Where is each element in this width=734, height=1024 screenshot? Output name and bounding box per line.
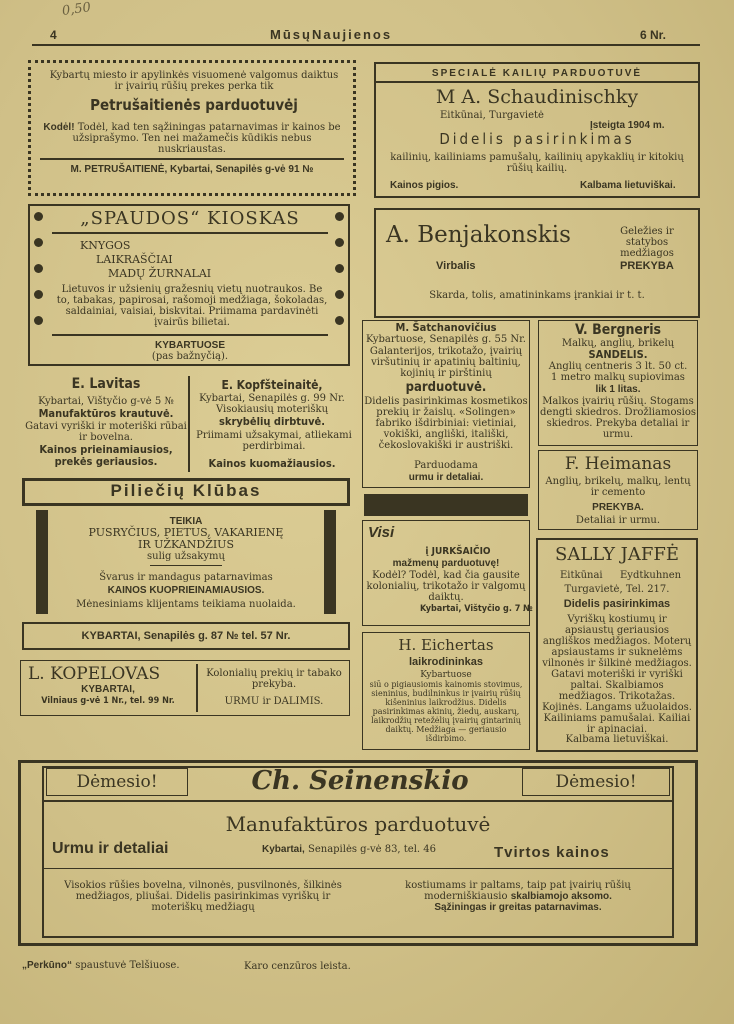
bergneris-text3: Malkos įvairių rūšių. Stogams dengti skiedros. Drožliamosios skiedros. Prekyba detaliai ir urmu. — [540, 396, 696, 440]
dot-1 — [34, 212, 43, 221]
seinenskio-prices: Tvirtos kainos — [494, 844, 610, 861]
kailiu-founded: Įsteigta 1904 m. — [590, 120, 665, 131]
kailiu-big: Didelis pasirinkimas — [439, 130, 635, 148]
footer-printer-text: spaustuvė Telšiuose. — [75, 960, 180, 971]
petrusaitiene-reason — [40, 122, 344, 155]
petrusaitiene-name: Petrušaitienės parduotuvėj — [90, 96, 298, 114]
kopelovas-goods: Kolonialių prekių ir tabako prekyba. — [206, 668, 342, 690]
spaudos-footer: KYBARTUOSE — [154, 340, 225, 351]
lavitas-divider — [188, 376, 190, 472]
header-rule — [32, 44, 700, 46]
bergneris-text2: 1 metro malkų supiovimas — [551, 372, 685, 383]
kopfstein-text2: Priimami užsakymai, atliekami perdirbimai. — [196, 430, 352, 452]
kopelovas-name: L. KOPELOVAS — [28, 664, 161, 684]
issue-number: 6 Nr. — [640, 28, 667, 42]
dot-9 — [335, 290, 344, 299]
seinenskio-left-text: Visokios rūšies bovelna, vilnonės, pusvilnonės, šilkinės medžiagos, pliušai. Didelis pasirinkimas vyriškų ir moteriškų medžiagų — [64, 880, 342, 913]
lavitas-shop: Manufaktūros krautuvė. — [38, 407, 174, 420]
teikia-footer: KYBARTAI, Senapilės g. 87 № tel. 57 Nr. — [81, 630, 291, 642]
lavitas-text: Gatavi vyriški ir moteriški rūbai ir bovelna. — [25, 421, 187, 443]
seinenskio-addr-bold: Kybartai, — [262, 844, 305, 855]
visi-title: Visi — [368, 524, 395, 541]
kopfstein-shop: skrybėlių dirbtuvė. — [218, 415, 325, 428]
heimanas-goods: Anglių, brikelų, malkų, lentų ir cemento — [545, 476, 691, 498]
eichertas-place: Kybartuose — [420, 670, 472, 680]
spaudos-line1: KNYGOS — [80, 239, 131, 252]
teikia-line6: Mėnesiniams klijentams teikiama nuolaida. — [76, 599, 296, 610]
seinenskio-addr: Senapilės g-vė 83, tel. 46 — [307, 844, 437, 855]
sally-market: Turgavietė, Tel. 217. — [564, 584, 670, 595]
kailiu-lang: Kalbama lietuviškai. — [580, 180, 676, 191]
kopfstein-prices: Kainos kuomažiausios. — [208, 457, 336, 470]
teikia-bar-left — [36, 510, 48, 614]
benjakonskis-town: Virbalis — [436, 260, 476, 272]
visi-shop: mažmenų parduotuvę! — [392, 558, 500, 569]
petrusaitiene-intro: Kybartų miesto ir apylinkės visuomenė valgomus daiktus ir įvairių rūšių prekes perka tik — [49, 70, 339, 92]
dot-6 — [335, 212, 344, 221]
benjakonskis-name: A. Benjakonskis — [386, 222, 571, 248]
dot-5 — [34, 316, 43, 325]
petrusaitiene-q: Kodėl! — [43, 122, 75, 133]
lavitas-prices: Kainos prieinamiausios, prekės geriausios. — [39, 443, 173, 468]
petrusaitiene-footer: M. PETRUŠAITIENĖ, Kybartai, Senapilės g-vė 91 № — [70, 164, 314, 175]
petrusaitiene-rule — [40, 158, 344, 160]
spaudos-footer2: (pas bažnyčią). — [151, 351, 229, 362]
seinenskio-name: Ch. Seinenskio — [251, 766, 469, 796]
kopelovas-divider — [196, 664, 198, 712]
eichertas-text: siū o pigiausiomis kainomis stovimus, sieninius, budilninkus ir įvairių rūšių kišeninius laikrodžius. Didelis pasirinkimas akinių, žiedų, auskarų, laikrodžių retežėlių įvairių gintarinių daiktų. Medžiaga — geriausio išdirbimo. — [369, 680, 523, 743]
teikia-line2: IR UŽKANDŽIUS — [138, 538, 234, 551]
seinenskio-right-text1: kostiumams ir paltams, taip pat įvairių rūšių moderniškiausio — [405, 880, 631, 902]
kopfstein-addr: Kybartai, Senapilės g. 99 Nr. — [199, 393, 345, 404]
kailiu-place: Eitkūnai, Turgavietė — [440, 110, 544, 121]
bergneris-text1: Anglių centneris 3 lt. 50 ct. — [548, 361, 688, 372]
kopfstein-name: E. Kopfšteinaitė, — [221, 378, 323, 392]
kailiu-owner: M A. Schaudinischky — [435, 86, 639, 108]
benjakonskis-items: Skarda, tolis, amatininkams įrankiai ir t. t. — [429, 290, 645, 301]
satch-goods: Galanterijos, trikotažo, įvairių viršutinių ir apatinių baltinių, kojinių ir pirštinių — [369, 346, 523, 379]
sally-place2: Eydtkuhnen — [620, 570, 682, 581]
petrusaitiene-reason-text: Todėl, kad ten sąžiningas patarnavimas ir kainos be užsiprašymo. Ten nei mažamečis kūdikis nebus nuskriaustas. — [72, 122, 341, 155]
spaudos-rule — [52, 232, 328, 234]
kopelovas-addr: Vilniaus g-vė 1 Nr., tel. 99 Nr. — [41, 696, 175, 706]
dot-7 — [335, 238, 344, 247]
heimanas-name: F. Heimanas — [564, 454, 672, 474]
teikia-line4: Švarus ir mandagus patarnavimas — [99, 572, 273, 583]
teikia-rule — [150, 565, 222, 566]
bergneris-store: SANDELIS. — [588, 348, 648, 361]
bergneris-name: V. Bergneris — [574, 322, 662, 338]
teikia-title: TEIKIA — [169, 516, 203, 527]
seinenskio-attention-right: Dėmesio! — [555, 772, 637, 792]
footer-printer-bold: „Perkūno“ — [22, 960, 73, 971]
teikia-line3: sulig užsakymų — [147, 551, 225, 562]
kopelovas-city: KYBARTAI, — [81, 684, 135, 695]
handwritten-note: 0,50 — [61, 0, 92, 19]
seinenskio-attention-left: Dėmesio! — [76, 772, 158, 792]
pilieciu-title: Piliečių Klūbas — [110, 481, 262, 500]
benjakonskis-goods: Geležies ir statybos medžiagos — [620, 226, 674, 259]
benjakonskis-trade: PREKYBA — [620, 260, 674, 272]
spaudos-line3: MADŲ ŽURNALAI — [108, 267, 212, 280]
seinenskio-wholesale: Urmu ir detaliai — [52, 840, 169, 857]
spaudos-rule2 — [52, 334, 328, 336]
spaudos-text: Lietuvos ir užsienių gražesnių vietų nuotraukos. Be to, tabakas, papirosai, rašomoji medžiaga, šokoladas, saldainiai, vaisiai, biskvitai. Priimama pardavinėti įvairūs bilietai. — [56, 284, 328, 328]
seinenskio-right-bold2: Sąžiningas ir greitas patarnavimas. — [434, 902, 602, 913]
teikia-line5: KAINOS KUOPRIEINAMIAUSIOS. — [107, 585, 265, 596]
page-number: 4 — [50, 28, 57, 42]
lavitas-addr: Kybartai, Vištyčio g-vė 5 № — [38, 396, 174, 407]
satch-sold: Parduodama — [414, 460, 478, 471]
kailiu-cheap: Kainos pigios. — [390, 180, 459, 191]
heimanas-trade: PREKYBA. — [592, 502, 644, 513]
bergneris-price: lik 1 litas. — [595, 384, 641, 395]
lavitas-name: E. Lavitas — [71, 376, 141, 392]
satch-shop: parduotuvė. — [405, 380, 487, 395]
seinenskio-right-bold: skalbiamojo aksomo. — [510, 891, 612, 902]
kailiu-banner: SPECIALĖ KAILIŲ PARDUOTUVĖ — [376, 68, 698, 83]
satch-wholesale: urmu ir detaliai. — [408, 472, 484, 483]
seinenskio-rule2 — [44, 868, 672, 869]
eichertas-name: H. Eichertas — [398, 636, 494, 654]
visi-addr: Kybartai, Vištyčio g. 7 № — [420, 604, 533, 614]
spaudos-line2: LAIKRAŠČIAI — [96, 253, 173, 266]
dot-10 — [335, 316, 344, 325]
sally-big: Didelis pasirinkimas — [563, 598, 671, 610]
sally-text: Vyriškų kostiumų ir apsiaustų geriausios angliškos medžiagos. Moterų apsiaustams ir suknelėms vilnonės ir šilkinė medžiagos. Gatavi moteriški ir vyriški paltai. Skalbiamos medžiagos. Trikotažas. Kojinės. Langams užuolaidos. Kailiniams pamušalai. Kailiai ir apinaciai. — [542, 614, 692, 735]
dot-3 — [34, 264, 43, 273]
dot-2 — [34, 238, 43, 247]
teikia-line1: PUSRYČIUS, PIETUS, VAKARIENĘ — [88, 526, 284, 539]
bergneris-goods: Malkų, anglių, brikelų — [561, 338, 675, 349]
visi-who: į JURKŠAIČIO — [425, 546, 491, 557]
satch-addr: Kybartuose, Senapilės g. 55 Nr. — [366, 334, 526, 345]
dot-4 — [34, 290, 43, 299]
visi-why: Kodėl? Todėl, kad čia gausite kolonialių, trikotažo ir valgomų daiktų. — [366, 570, 526, 603]
dot-8 — [335, 264, 344, 273]
kopelovas-trade: URMU ir DALIMIS. — [224, 696, 324, 707]
satch-name: M. Šatchanovičius — [395, 321, 497, 334]
seinenskio-right — [370, 880, 666, 913]
eichertas-trade: laikrodininkas — [409, 656, 483, 668]
seinenskio-addr-line — [262, 844, 436, 855]
spaudos-title: „SPAUDOS“ KIOSKAS — [80, 208, 300, 229]
seinenskio-rule — [44, 800, 672, 802]
teikia-bar-right — [324, 510, 336, 614]
satch-big: Didelis pasirinkimas kosmetikos prekių ir žaislų. «Solingen» fabriko išdirbiniai: vietiniai, vokiški, angliški, itališki, čekoslovakiški ir austriški. — [364, 396, 528, 451]
sally-place1: Eitkūnai — [560, 570, 603, 581]
heimanas-text: Detaliai ir urmu. — [575, 515, 661, 526]
footer-printer — [22, 960, 180, 971]
footer-censor: Karo cenzūros leista. — [244, 961, 351, 972]
sally-lang: Kalbama lietuviškai. — [565, 734, 669, 745]
kailiu-goods: kailinių, kailiniams pamušalų, kailinių apykaklių ir kitokių rūšių kailių. — [390, 152, 684, 174]
satch-black-bar — [364, 494, 528, 516]
kopfstein-text1: Visokiausių moteriškų — [215, 404, 329, 415]
seinenskio-shop: Manufaktūros parduotuvė — [225, 812, 491, 836]
sally-name: SALLY JAFFĖ — [554, 544, 680, 565]
masthead: MūsųNaujienos — [270, 27, 393, 42]
